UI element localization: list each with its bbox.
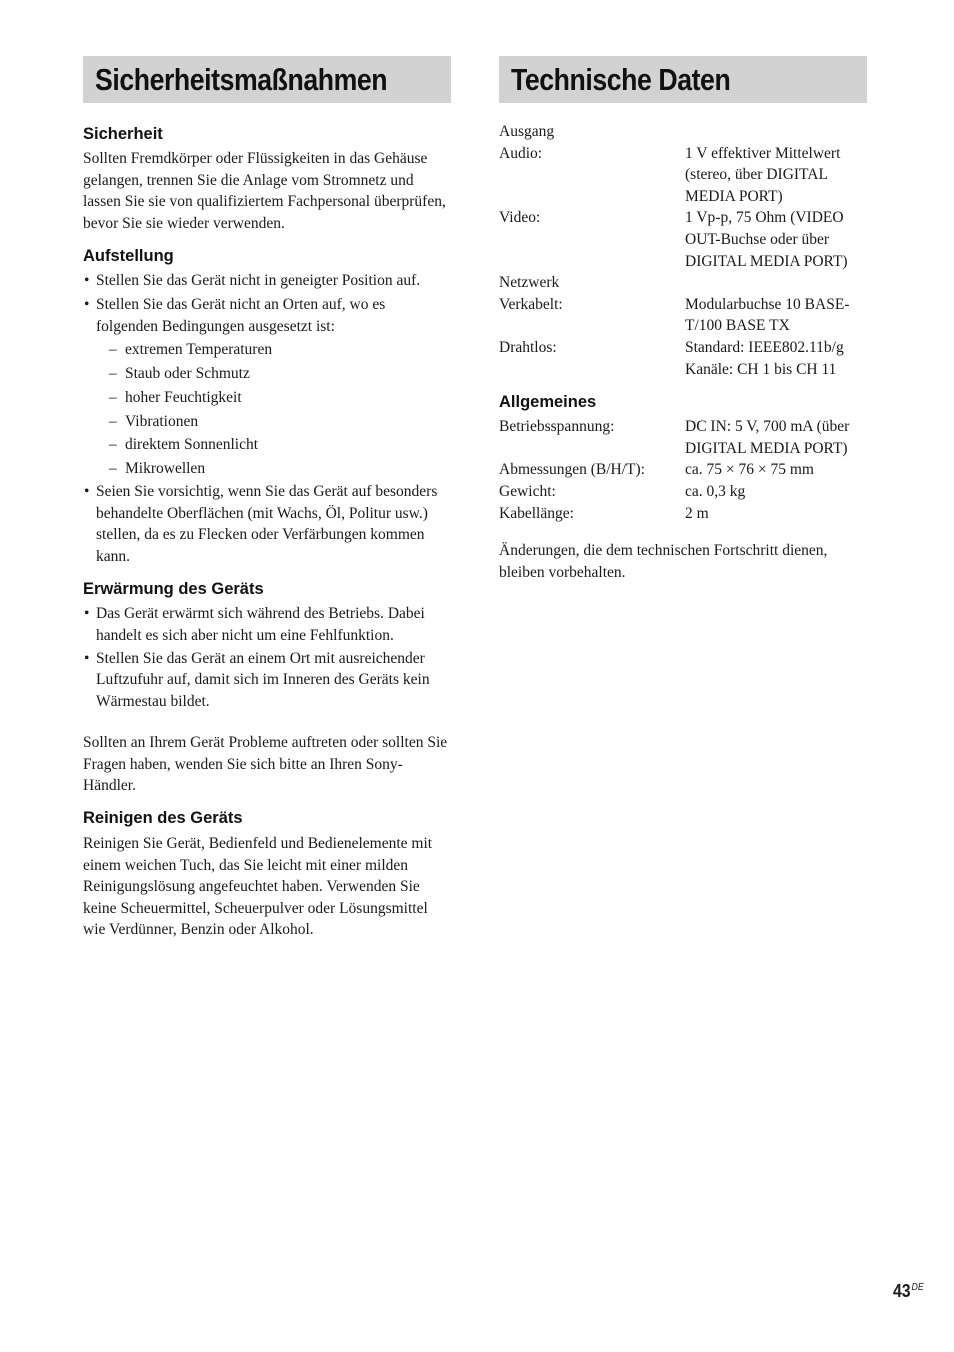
- specs-title-bar: [499, 56, 867, 103]
- bullet-item: • Stellen Sie das Gerät an einem Ort mit ausreichender Luftzufuhr auf, damit sich im Inneren des Geräts kein Wärmestau bildet.: [83, 648, 451, 713]
- text-reinigen: Reinigen Sie Gerät, Bedienfeld und Bedienelemente mit einem weichen Tuch, das Sie leicht mit einer milden Reinigungslösung angefeuchtet haben. Verwenden Sie keine Scheuermittel, Scheuerpulver oder Lösungsmittel wie Verdünner, Benzin oder Alkohol.: [83, 835, 433, 939]
- aufstellung-list: [83, 270, 451, 567]
- spec-value: ca. 75 × 76 × 75 mm: [685, 461, 814, 479]
- text-aenderungen: Änderungen, die dem technischen Fortschritt dienen, bleiben vorbehalten.: [499, 542, 828, 581]
- text-probleme: Sollten an Ihrem Gerät Probleme auftreten oder sollten Sie Fragen haben, wenden Sie sich bitte an Ihren Sony-Händler.: [83, 734, 448, 795]
- condition-item: – extremen Temperaturen: [96, 338, 451, 362]
- spec-label: Verkabelt:: [499, 295, 563, 313]
- spec-label: Audio:: [499, 144, 543, 162]
- spec-label: Betriebsspannung:: [499, 418, 615, 436]
- spec-value: 1 Vp-p, 75 Ohm (VIDEO OUT-Buchse oder über DIGITAL MEDIA PORT): [685, 209, 848, 270]
- group-netzwerk: Netzwerk: [499, 274, 560, 292]
- spec-value: Modularbuchse 10 BASE-T/100 BASE TX: [685, 295, 850, 335]
- spec-value: 1 V effektiver Mittelwert (stereo, über DIGITAL MEDIA PORT): [685, 144, 841, 205]
- bullet-item: • Stellen Sie das Gerät nicht an Orten auf, wo es folgenden Bedingungen ausgesetzt ist: – extremen Temperaturen – Staub oder Schmutz – hoher Feuchtigkeit – Vibrationen – direktem Sonnenlicht – Mikrowellen: [83, 294, 451, 481]
- heading-aufstellung: Aufstellung: [83, 247, 174, 266]
- bullet-item: • Stellen Sie das Gerät nicht in geneigter Position auf.: [83, 270, 451, 292]
- safety-column: [83, 56, 451, 941]
- safety-title: Sicherheitsmaßnahmen: [95, 61, 388, 97]
- spec-row-abmessungen: [499, 459, 867, 481]
- spec-label: Abmessungen (B/H/T):: [499, 461, 645, 479]
- spec-row-video: [499, 207, 867, 272]
- erwaermung-list: [83, 603, 451, 712]
- specs-column: [499, 56, 867, 583]
- spec-row-verkabelt: [499, 294, 867, 337]
- page-language-suffix: DE: [911, 1282, 924, 1293]
- spec-label: Video:: [499, 209, 541, 227]
- spec-value: DC IN: 5 V, 700 mA (über DIGITAL MEDIA PORT): [685, 418, 850, 457]
- spec-value: Standard: IEEE802.11b/g Kanäle: CH 1 bis CH 11: [685, 338, 844, 378]
- spec-label: Kabellänge:: [499, 504, 574, 522]
- condition-item: – Mikrowellen: [96, 457, 451, 481]
- spec-value: ca. 0,3 kg: [685, 482, 746, 500]
- page-number: [893, 1281, 924, 1302]
- bullet-item: • Das Gerät erwärmt sich während des Betriebs. Dabei handelt es sich aber nicht um eine Fehlfunktion.: [83, 603, 451, 646]
- spec-row-kabellaenge: [499, 503, 867, 525]
- heading-allgemeines: Allgemeines: [499, 393, 597, 412]
- group-ausgang: Ausgang: [499, 123, 555, 140]
- spec-row-gewicht: [499, 481, 867, 503]
- condition-item: – Vibrationen: [96, 410, 451, 434]
- heading-reinigen: Reinigen des Geräts: [83, 809, 243, 828]
- spec-value: 2 m: [685, 504, 709, 522]
- conditions-list: [96, 338, 451, 481]
- safety-title-bar: [83, 56, 451, 103]
- spec-row-betriebsspannung: [499, 416, 867, 459]
- heading-sicherheit: Sicherheit: [83, 125, 163, 143]
- spec-label: Gewicht:: [499, 482, 556, 500]
- text-sicherheit: Sollten Fremdkörper oder Flüssigkeiten in das Gehäuse gelangen, trennen Sie die Anlage vom Stromnetz und lassen Sie sie von qualifiziertem Fachpersonal überprüfen, bevor Sie sie wieder verwenden.: [83, 150, 446, 232]
- heading-erwaermung: Erwärmung des Geräts: [83, 580, 264, 599]
- page-number-value: 43: [893, 1281, 911, 1301]
- bullet-item: • Seien Sie vorsichtig, wenn Sie das Gerät auf besonders behandelte Oberflächen (mit Wachs, Öl, Politur usw.) stellen, da es zu Flecken oder Verfärbungen kommen kann.: [83, 481, 451, 567]
- condition-item: – hoher Feuchtigkeit: [96, 386, 451, 410]
- condition-item: – Staub oder Schmutz: [96, 362, 451, 386]
- condition-item: – direktem Sonnenlicht: [96, 433, 451, 457]
- spec-row-drahtlos: [499, 337, 867, 380]
- spec-label: Drahtlos:: [499, 338, 557, 356]
- spec-row-audio: [499, 143, 867, 208]
- specs-title: Technische Daten: [511, 61, 731, 97]
